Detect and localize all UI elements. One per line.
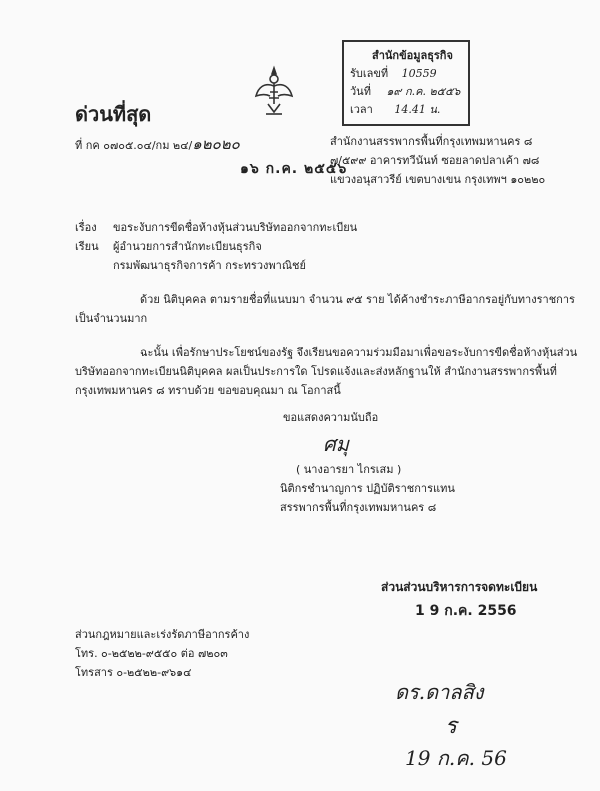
received-stamp-box [342, 40, 470, 126]
sender-address-line-3: แขวงอนุสาวรีย์ เขตบางเขน กรุงเทพฯ ๑๐๒๒๐ [330, 173, 546, 186]
recipient-line-2: กรมพัฒนาธุรกิจการค้า กระทรวงพาณิชย์ [113, 259, 306, 272]
subject-text: ขอระงับการขีดชื่อห้างหุ้นส่วนบริษัทออกจากทะเบียน [113, 221, 358, 234]
footer-fax: โทรสาร ๐-๒๕๒๒-๙๖๑๔ [75, 666, 192, 679]
sender-address-line-1: สำนักงานสรรพากรพื้นที่กรุงเทพมหานคร ๘ [330, 135, 533, 148]
recipient-label: เรียน [75, 240, 99, 253]
garuda-emblem-icon [254, 64, 294, 120]
body-p1-line-2: เป็นจำนวนมาก [75, 312, 148, 325]
body-p2-line-3: กรุงเทพมหานคร ๘ ทราบด้วย ขอขอบคุณมา ณ โอกาสนี้ [75, 384, 341, 397]
stamp-row-time: เวลา 14.41 น. [350, 103, 441, 116]
signature: ศมุ [323, 432, 349, 456]
stamp-title: สำนักข้อมูลธุรกิจ [372, 49, 453, 62]
signer-name: ( นางอารยา ไกรเสม ) [296, 463, 402, 476]
document-date: ๑๖ ก.ค. ๒๕๕๖ [240, 161, 348, 177]
stamp-row-number: รับเลขที่ 10559 [350, 67, 437, 80]
handwritten-date: 19 ก.ค. 56 [405, 746, 507, 770]
recipient-line-1: ผู้อำนวยการสำนักทะเบียนธุรกิจ [113, 240, 262, 253]
urgency-label: ด่วนที่สุด [75, 102, 152, 126]
signer-position-1: นิติกรชำนาญการ ปฏิบัติราชการแทน [280, 482, 455, 495]
footer-department: ส่วนกฎหมายและเร่งรัดภาษีอากรค้าง [75, 628, 250, 641]
subject-label: เรื่อง [75, 221, 97, 234]
body-p2-line-1: ฉะนั้น เพื่อรักษาประโยชน์ของรัฐ จึงเรียนขอความร่วมมือมาเพื่อขอระงับการขีดชื่อห้างหุ้นส่วน [140, 346, 578, 359]
received-stamp-title: ส่วนส่วนบริหารการจดทะเบียน [381, 580, 538, 594]
closing-regards: ขอแสดงความนับถือ [283, 411, 379, 424]
signer-position-2: สรรพากรพื้นที่กรุงเทพมหานคร ๘ [280, 501, 437, 514]
body-p1-line-1: ด้วย นิติบุคคล ตามรายชื่อที่แนบมา จำนวน ๙๕ ราย ได้ค้างชำระภาษีอากรอยู่กับทางราชการ [140, 293, 575, 306]
handwritten-note: ดร.ดาลสิง [395, 680, 484, 704]
footer-phone: โทร. ๐-๒๕๒๒-๙๕๕๐ ต่อ ๗๒๐๓ [75, 647, 228, 660]
stamp-row-date: วันที่ ๑๙ ก.ค. ๒๕๕๖ [350, 85, 461, 98]
sender-address-line-2: ๗/๕๙๙ อาคารทวีนันท์ ซอยลาดปลาเค้า ๗๘ [330, 154, 540, 167]
handwritten-initial: ร [445, 714, 457, 739]
document-number: ที่ กค ๐๗๐๕.๐๔/กม ๒๔/๑๒๐๒๐ [75, 135, 240, 153]
received-stamp-date: 1 9 ก.ค. 2556 [415, 603, 517, 619]
body-p2-line-2: บริษัทออกจากทะเบียนนิติบุคคล ผลเป็นประการใด โปรดแจ้งและส่งหลักฐานให้ สำนักงานสรรพากรพื้นที่ [75, 365, 557, 378]
